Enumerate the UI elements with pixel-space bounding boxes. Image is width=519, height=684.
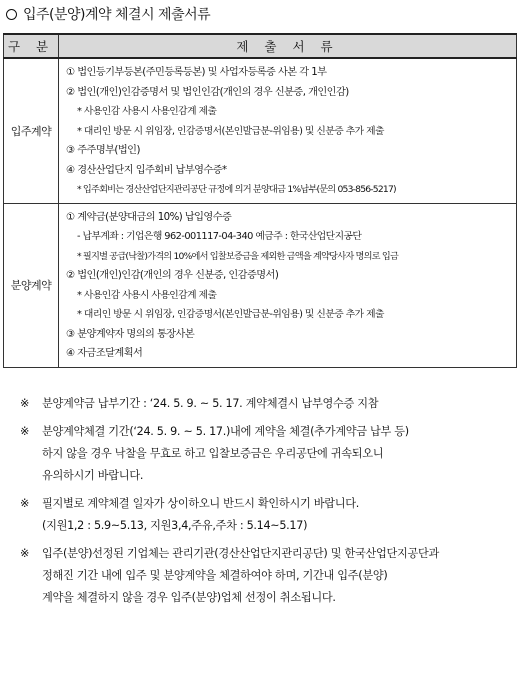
document-line: ② 법인(개인)인감증명서 및 법인인감(개인의 경우 신분증, 개인인감) [66,86,349,98]
header-documents: 제 출 서 류 [59,34,517,58]
reference-mark-icon: ※ [20,547,30,560]
note-line: 필지별로 계약체결 일자가 상이하오니 반드시 확인하시기 바랍니다. [42,497,359,510]
document-subline: * 사용인감 사용시 사용인감계 제출 [77,106,217,117]
document-line: ③ 주주명부(법인) [66,145,140,156]
document-line: ④ 경산산업단지 입주회비 납부영수증* [66,164,227,176]
table-row-move-in-contract [4,58,517,203]
reference-mark-icon: ※ [20,397,30,410]
note-line: 분양계약체결 기간(‘24. 5. 9. ~ 5. 17.)내에 계약을 체결(추가계약금 납부 등) [42,425,409,438]
note-text [42,421,516,487]
document-line: ① 계약금(분양대금의 10%) 납입영수증 [66,211,232,223]
header-category: 구 분 [4,34,59,58]
table-header-row [4,34,517,58]
documents-cell [59,58,517,203]
circle-bullet-icon [6,9,17,20]
note-line: 정해진 기간 내에 입주 및 분양계약을 체결하여야 하며, 기간내 입주(분양) [42,569,388,582]
document-note-line: * 필지별 공급(낙찰)가격의 10%에서 입찰보증금을 제외한 금액을 계약당사자 명의로 입금 [77,250,399,262]
document-line: ① 법인등기부등본(주민등록등본) 및 사업자등록증 사본 각 1부 [66,67,327,78]
category-cell: 입주계약 [4,58,59,203]
document-line: ④ 자금조달계획서 [66,348,143,359]
section-title-text: 입주(분양)계약 체결시 제출서류 [23,7,211,23]
note-text [42,493,516,537]
note-item [20,493,516,537]
document-line: ③ 분양계약자 명의의 통장사본 [66,328,195,340]
note-item [20,543,516,609]
document-note-line: * 입주회비는 경산산업단지관리공단 규정에 의거 분양대금 1%납부(문의 053-856-5217) [77,184,396,195]
note-line: 유의하시기 바랍니다. [42,469,144,482]
required-documents-table [3,33,517,368]
table-row-sale-contract [4,203,517,367]
reference-mark-icon: ※ [20,425,30,438]
section-title [6,3,210,25]
note-line: (지원1,2 : 5.9~5.13, 지원3,4,주유,주차 : 5.14~5.17) [42,519,308,532]
note-line: 하지 않을 경우 낙찰을 무효로 하고 입찰보증금은 우리공단에 귀속되오니 [42,447,384,460]
document-subline: * 대리인 방문 시 위임장, 인감증명서(본인발급분-위임용) 및 신분증 추가 제출 [77,309,384,320]
note-item [20,393,516,415]
notes-list [20,393,516,615]
document-line: ② 법인(개인)인감(개인의 경우 신분증, 인감증명서) [66,270,279,281]
note-item [20,421,516,487]
note-line: 입주(분양)선정된 기업체는 관리기관(경산산업단지관리공단) 및 한국산업단지공단과 [42,547,440,560]
document-subline: - 납부계좌 : 기업은행 962-001117-04-340 예금주 : 한국산업단지공단 [77,231,362,242]
document-subline: * 사용인감 사용시 사용인감계 제출 [77,289,217,301]
category-cell: 분양계약 [4,203,59,367]
documents-cell [59,203,517,367]
note-text [42,393,516,415]
document-subline: * 대리인 방문 시 위임장, 인감증명서(본인발급분-위임용) 및 신분증 추가 제출 [77,125,384,137]
note-text [42,543,516,609]
note-line: 계약을 체결하지 않을 경우 입주(분양)업체 선정이 취소됩니다. [42,591,336,604]
note-line: 분양계약금 납부기간 : ‘24. 5. 9. ~ 5. 17. 계약체결시 납부영수증 지참 [42,397,379,410]
reference-mark-icon: ※ [20,497,30,510]
